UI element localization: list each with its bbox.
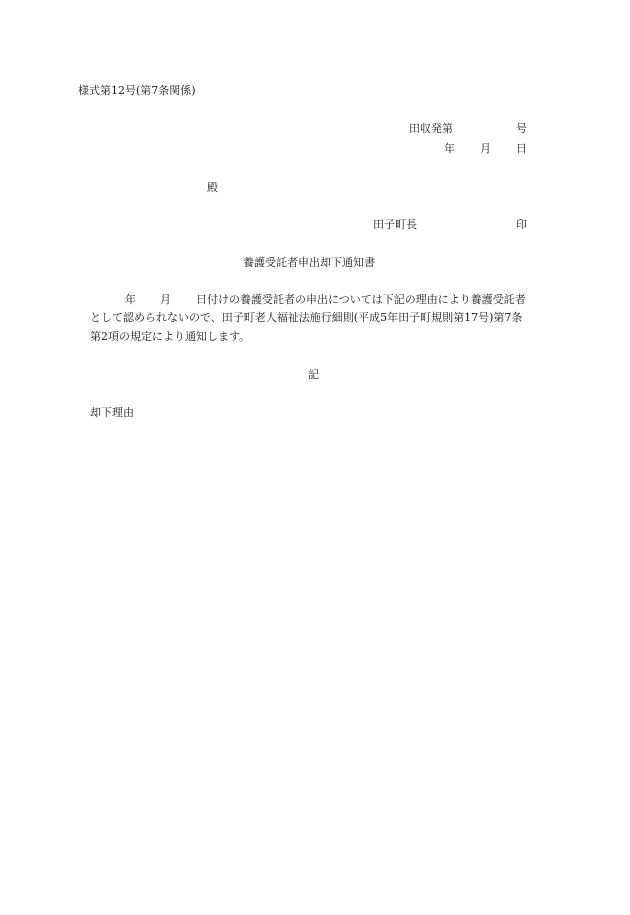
form-label: 様式第12号(第7条関係): [78, 84, 196, 97]
body-month-label: 月: [160, 293, 171, 306]
date-month-label: 月: [480, 142, 491, 155]
date-year-label: 年: [444, 142, 455, 155]
body-text-line-1: 日付けの養護受託者の申出については下記の理由により養護受託者: [196, 293, 526, 306]
issuer-name: 田子町長: [373, 218, 417, 231]
body-text-line-2: として認められないので、田子町老人福祉法施行細則(平成5年田子町規則第17号)第7条: [90, 311, 523, 324]
addressee-honorific: 殿: [207, 181, 218, 194]
seal-mark: 印: [516, 218, 527, 231]
body-year-label: 年: [125, 293, 136, 306]
document-number-prefix: 田収発第: [409, 122, 453, 135]
body-text-line-3: 第2項の規定により通知します。: [90, 330, 251, 343]
document-title: 養護受託者申出却下通知書: [243, 256, 375, 269]
rejection-reason-label: 却下理由: [90, 406, 134, 419]
ki-heading: 記: [308, 368, 319, 381]
document-number-suffix: 号: [516, 122, 527, 135]
date-day-label: 日: [516, 142, 527, 155]
